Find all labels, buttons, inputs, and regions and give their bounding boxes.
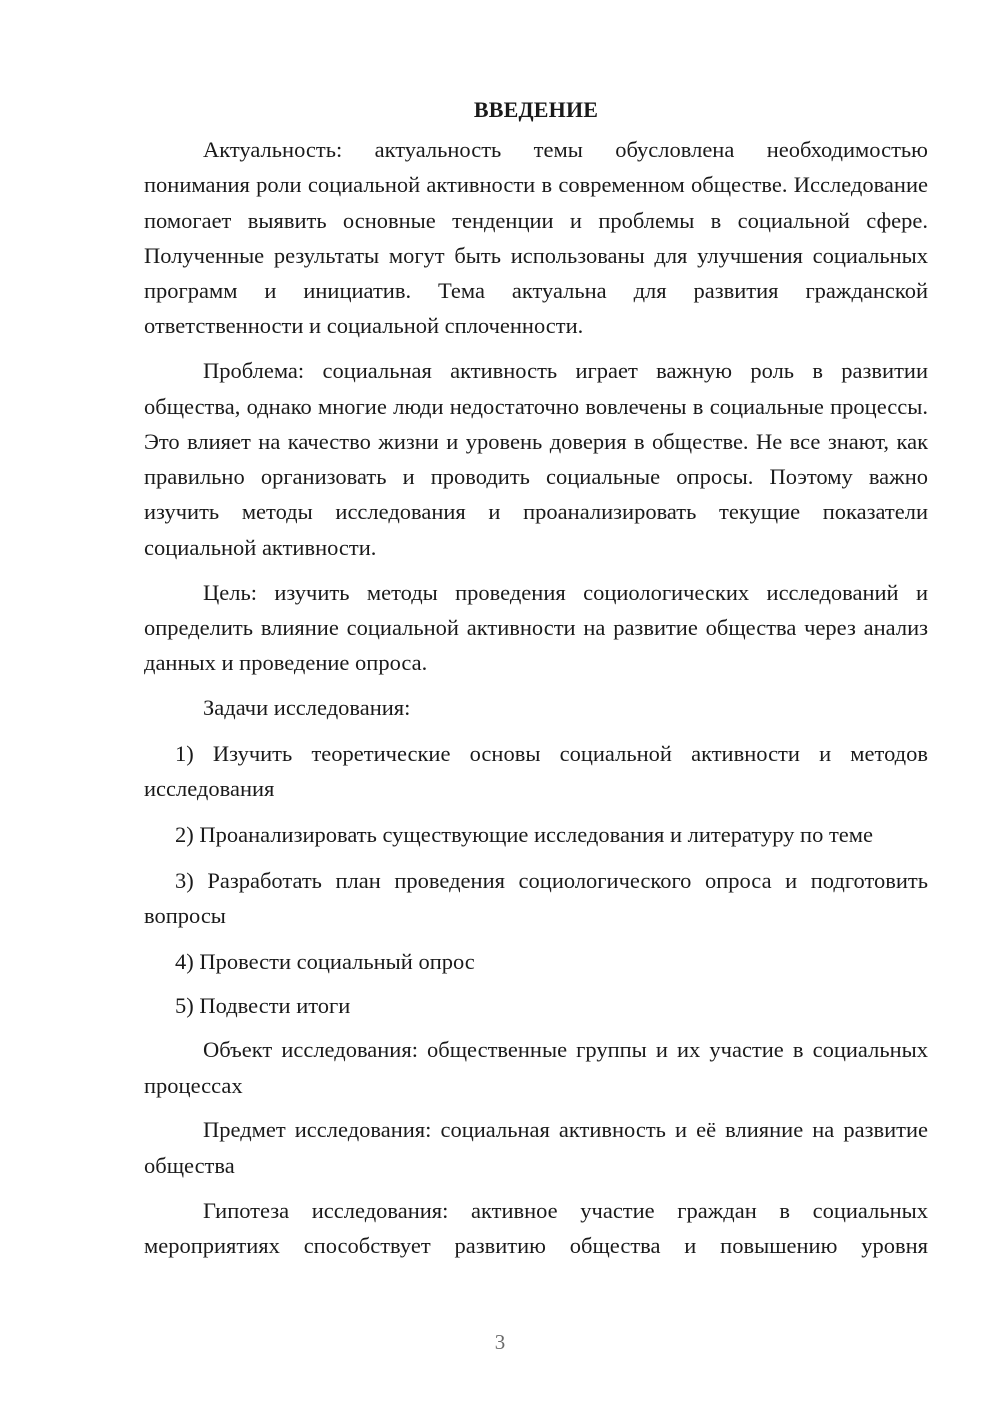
task-item-5: 5) Подвести итоги	[175, 993, 351, 1019]
paragraph-object: Объект исследования: общественные группы и их участие в социальных процессах	[144, 1037, 928, 1098]
task-item-1: 1) Изучить теоретические основы социальной активности и методов исследования	[144, 740, 928, 802]
task-item-3: 3) Разработать план проведения социологического опроса и подготовить вопросы	[144, 867, 928, 928]
document-page	[144, 92, 928, 1273]
paragraph-subject: Предмет исследования: социальная активность и её влияние на развитие общества	[144, 1117, 928, 1178]
paragraph-hypothesis: Гипотеза исследования: активное участие граждан в социальных мероприятиях способствует развитию общества и повышению уровня	[144, 1197, 928, 1258]
paragraph-goal: Цель: изучить методы проведения социологических исследований и определить влияние социальной активности на развитие общества через анализ данных и проведение опроса.	[144, 579, 928, 676]
task-item-2: 2) Проанализировать существующие исследования и литературу по теме	[175, 821, 873, 847]
page-number: 3	[494, 1330, 506, 1354]
tasks-heading: Задачи исследования:	[203, 694, 411, 720]
section-title: ВВЕДЕНИЕ	[473, 97, 599, 122]
paragraph-relevance: Актуальность: актуальность темы обусловлена необходимостью понимания роли социальной активности в современном обществе. Исследование помогает выявить основные тенденции и проблемы в социальной сфере. Полученные результаты могут быть использованы для улучшения социальных программ и инициатив. Тема актуальна для развития гражданской ответственности и социальной сплоченности.	[144, 137, 928, 339]
paragraph-problem: Проблема: социальная активность играет важную роль в развитии общества, однако многие люди недостаточно вовлечены в социальные процессы. Это влияет на качество жизни и уровень доверия в обществе. Не все знают, как правильно организовать и проводить социальные опросы. Поэтому важно изучить методы исследования и проанализировать текущие показатели социальной активности.	[144, 358, 928, 560]
task-item-4: 4) Провести социальный опрос	[175, 948, 475, 974]
